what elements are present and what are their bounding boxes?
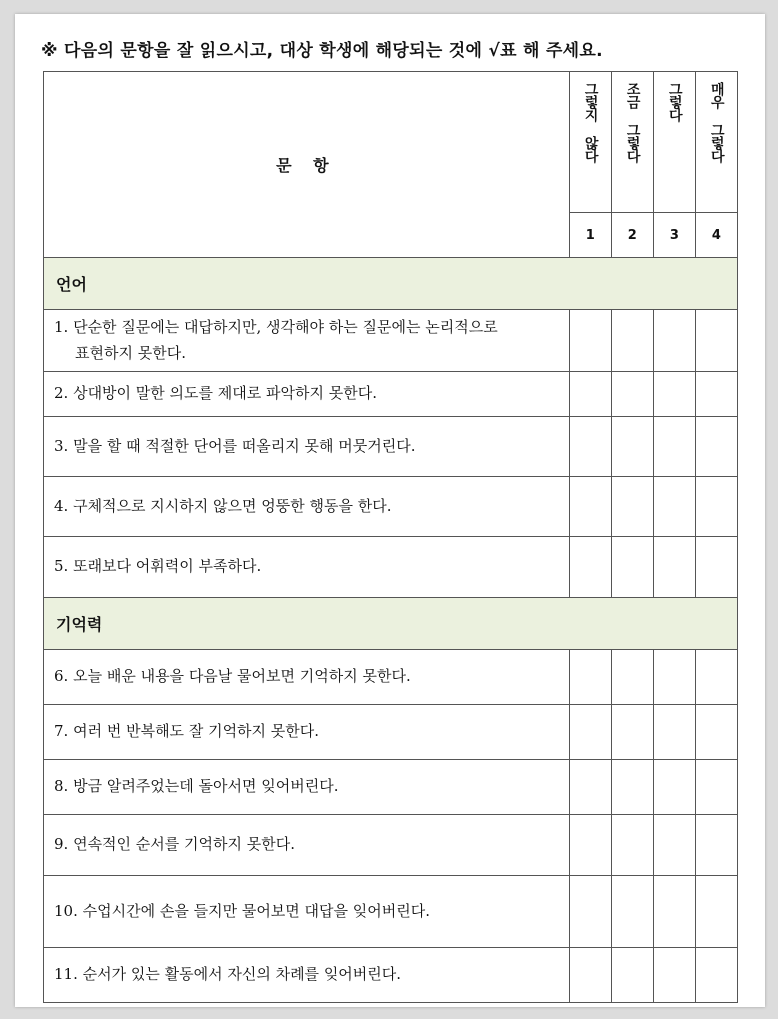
question-row — [44, 704, 738, 759]
question-text — [44, 476, 570, 536]
answer-cell-2[interactable] — [611, 416, 653, 476]
answer-cell-1[interactable] — [569, 704, 611, 759]
question-line: 8. 방금 알려주었는데 돌아서면 잊어버린다. — [54, 777, 339, 796]
section-row — [44, 597, 738, 649]
scale-number-4: 4 — [695, 213, 737, 258]
question-row — [44, 371, 738, 416]
answer-cell-1[interactable] — [569, 814, 611, 875]
scale-number-1: 1 — [569, 213, 611, 258]
answer-cell-3[interactable] — [653, 371, 695, 416]
question-text — [44, 704, 570, 759]
answer-cell-2[interactable] — [611, 759, 653, 814]
answer-cell-3[interactable] — [653, 759, 695, 814]
question-row — [44, 476, 738, 536]
question-line: 9. 연속적인 순서를 기억하지 못한다. — [54, 835, 296, 854]
answer-cell-3[interactable] — [653, 416, 695, 476]
question-line-continued: 표현하지 못한다. — [75, 344, 186, 363]
question-row — [44, 416, 738, 476]
survey-table — [43, 71, 738, 1003]
question-line: 4. 구체적으로 지시하지 않으면 엉뚱한 행동을 한다. — [54, 496, 392, 515]
answer-cell-4[interactable] — [695, 476, 737, 536]
answer-cell-3[interactable] — [653, 310, 695, 372]
answer-cell-4[interactable] — [695, 814, 737, 875]
answer-cell-2[interactable] — [611, 814, 653, 875]
question-text — [44, 875, 570, 947]
answer-cell-4[interactable] — [695, 310, 737, 372]
question-text — [44, 814, 570, 875]
question-row — [44, 310, 738, 372]
section-title: 기억력 — [44, 597, 738, 649]
scale-header-1: 그렇지 않다 — [569, 72, 611, 213]
answer-cell-2[interactable] — [611, 875, 653, 947]
question-line: 1. 단순한 질문에는 대답하지만, 생각해야 하는 질문에는 논리적으로 — [54, 318, 498, 336]
question-line: 2. 상대방이 말한 의도를 제대로 파악하지 못한다. — [54, 384, 377, 403]
instruction-text: ※ 다음의 문항을 잘 읽으시고, 대상 학생에 해당되는 것에 √표 해 주세요. — [41, 41, 603, 61]
survey-page — [15, 14, 765, 1007]
answer-cell-4[interactable] — [695, 416, 737, 476]
question-line: 5. 또래보다 어휘력이 부족하다. — [54, 557, 262, 576]
question-text — [44, 310, 570, 372]
answer-cell-1[interactable] — [569, 649, 611, 704]
question-text — [44, 759, 570, 814]
answer-cell-2[interactable] — [611, 310, 653, 372]
answer-cell-1[interactable] — [569, 947, 611, 1002]
answer-cell-1[interactable] — [569, 310, 611, 372]
answer-cell-2[interactable] — [611, 476, 653, 536]
question-row — [44, 875, 738, 947]
answer-cell-2[interactable] — [611, 649, 653, 704]
question-line: 6. 오늘 배운 내용을 다음날 물어보면 기억하지 못한다. — [54, 667, 411, 686]
section-title: 언어 — [44, 258, 738, 310]
answer-cell-1[interactable] — [569, 536, 611, 597]
question-line: 11. 순서가 있는 활동에서 자신의 차례를 잊어버린다. — [54, 965, 402, 984]
answer-cell-2[interactable] — [611, 371, 653, 416]
answer-cell-2[interactable] — [611, 947, 653, 1002]
question-row — [44, 947, 738, 1002]
question-text — [44, 536, 570, 597]
answer-cell-1[interactable] — [569, 476, 611, 536]
answer-cell-3[interactable] — [653, 649, 695, 704]
answer-cell-4[interactable] — [695, 371, 737, 416]
scale-number-3: 3 — [653, 213, 695, 258]
answer-cell-4[interactable] — [695, 704, 737, 759]
answer-cell-3[interactable] — [653, 947, 695, 1002]
answer-cell-3[interactable] — [653, 476, 695, 536]
scale-header-2: 조금 그렇다 — [611, 72, 653, 213]
item-column-header: 문 항 — [44, 72, 570, 258]
section-row — [44, 258, 738, 310]
question-row — [44, 536, 738, 597]
answer-cell-4[interactable] — [695, 536, 737, 597]
question-text — [44, 947, 570, 1002]
answer-cell-2[interactable] — [611, 536, 653, 597]
answer-cell-3[interactable] — [653, 704, 695, 759]
answer-cell-1[interactable] — [569, 416, 611, 476]
question-row — [44, 649, 738, 704]
question-line: 7. 여러 번 반복해도 잘 기억하지 못한다. — [54, 722, 320, 741]
answer-cell-4[interactable] — [695, 875, 737, 947]
question-text — [44, 371, 570, 416]
question-text — [44, 649, 570, 704]
scale-header-4: 매우 그렇다 — [695, 72, 737, 213]
answer-cell-4[interactable] — [695, 649, 737, 704]
answer-cell-4[interactable] — [695, 947, 737, 1002]
answer-cell-1[interactable] — [569, 371, 611, 416]
answer-cell-1[interactable] — [569, 875, 611, 947]
answer-cell-1[interactable] — [569, 759, 611, 814]
answer-cell-3[interactable] — [653, 814, 695, 875]
answer-cell-4[interactable] — [695, 759, 737, 814]
question-line: 3. 말을 할 때 적절한 단어를 떠올리지 못해 머뭇거린다. — [54, 436, 416, 455]
answer-cell-3[interactable] — [653, 536, 695, 597]
question-text — [44, 416, 570, 476]
question-row — [44, 759, 738, 814]
scale-header-3: 그렇다 — [653, 72, 695, 213]
answer-cell-3[interactable] — [653, 875, 695, 947]
question-row — [44, 814, 738, 875]
question-line: 10. 수업시간에 손을 들지만 물어보면 대답을 잊어버린다. — [54, 901, 431, 920]
scale-number-2: 2 — [611, 213, 653, 258]
answer-cell-2[interactable] — [611, 704, 653, 759]
